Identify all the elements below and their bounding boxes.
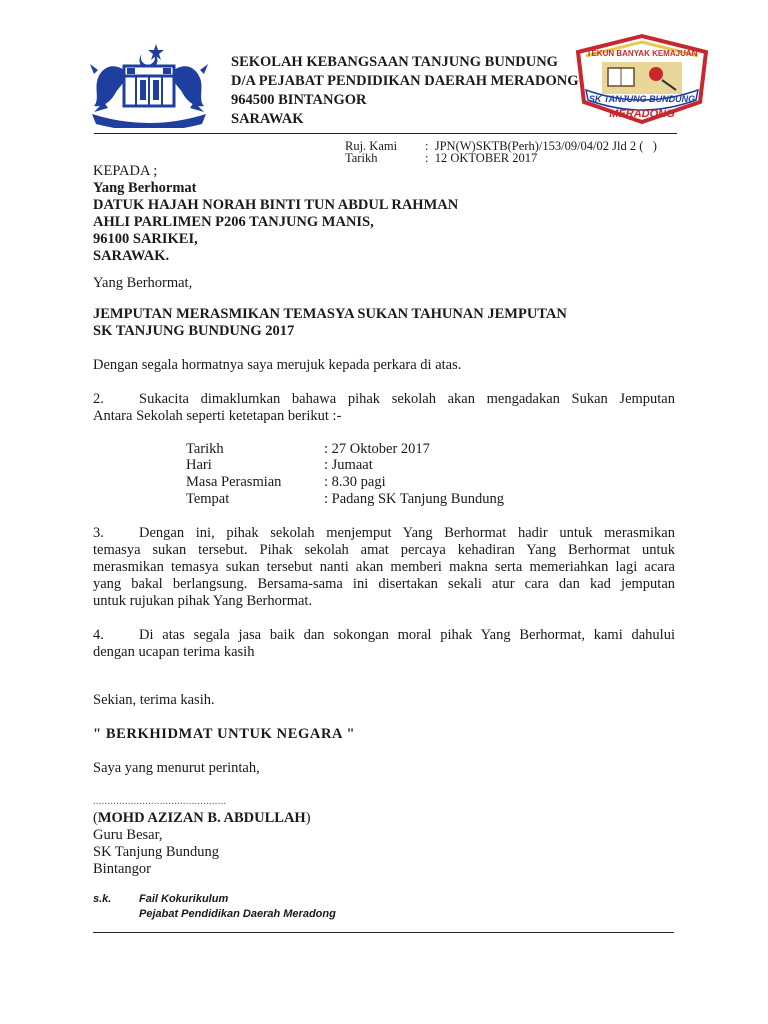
letterhead-line-1: SEKOLAH KEBANGSAAN TANJUNG BUNDUNG	[231, 54, 558, 70]
p2-line-1: Sukacita dimaklumkan bahawa pihak sekolah akan mengadakan Sukan Jemputan	[139, 391, 675, 407]
school-badge-logo	[572, 32, 712, 126]
badge-bottom-text: MERADONG	[609, 108, 675, 120]
sekian-line: Sekian, terima kasih.	[93, 692, 215, 708]
closing-phrase: Saya yang menurut perintah,	[93, 760, 260, 776]
intro-paragraph: Dengan segala hormatnya saya merujuk kepada perkara di atas.	[93, 357, 462, 373]
subject-line-2: SK TANJUNG BUNDUNG 2017	[93, 323, 295, 339]
malaysia-coat-of-arms-logo	[84, 40, 214, 128]
letterhead-divider	[94, 133, 677, 134]
detail-label: Tempat	[186, 491, 230, 507]
recipient-honorific: Yang Berhormat	[93, 180, 197, 196]
detail-value: : 8.30 pagi	[324, 474, 386, 490]
p4-number: 4.	[93, 627, 104, 643]
signer-name: MOHD AZIZAN B. ABDULLAH	[97, 810, 306, 826]
ref-label: Ruj. Kami	[345, 139, 398, 153]
signer-open-paren: (	[93, 810, 98, 826]
signature-dots: ..............................................	[93, 796, 227, 807]
letterhead-line-3: 964500 BINTANGOR	[231, 92, 367, 108]
badge-top-text: TEKUN BANYAK KEMAJUAN	[586, 49, 698, 58]
cc-item-1: Fail Kokurikulum	[139, 893, 229, 905]
footer-divider	[93, 932, 674, 933]
detail-label: Hari	[186, 457, 212, 473]
p3-line-4: yang bakal berlangsung. Bersama-sama ini disertakan sekali atur cara dan kad jemputan	[93, 576, 675, 592]
kepada-label: KEPADA ;	[93, 163, 158, 179]
detail-label: Tarikh	[186, 441, 224, 457]
p2-number: 2.	[93, 391, 104, 407]
motto: " BERKHIDMAT UNTUK NEGARA "	[93, 726, 356, 742]
p3-number: 3.	[93, 525, 104, 541]
detail-value: : Padang SK Tanjung Bundung	[324, 491, 504, 507]
p3-line-5: untuk rujukan pihak Yang Berhormat.	[93, 593, 313, 609]
signer-town: Bintangor	[93, 861, 151, 877]
letterhead-line-2: D/A PEJABAT PENDIDIKAN DAERAH MERADONG	[231, 73, 579, 89]
letterhead-line-4: SARAWAK	[231, 111, 304, 127]
signer-close-paren: )	[305, 810, 311, 826]
ref-value: : JPN(W)SKTB(Perh)/153/09/04/02 Jld 2 ( )	[425, 139, 657, 153]
date-label: Tarikh	[345, 151, 378, 165]
recipient-block	[93, 163, 458, 265]
p3-line-1: Dengan ini, pihak sekolah menjemput Yang Berhormat hadir untuk merasmikan	[139, 525, 675, 541]
p2-line-2: Antara Sekolah seperti ketetapan berikut :-	[93, 408, 342, 424]
recipient-name: DATUK HAJAH NORAH BINTI TUN ABDUL RAHMAN	[93, 197, 459, 213]
subject	[93, 306, 567, 340]
detail-value: : 27 Oktober 2017	[324, 441, 430, 457]
p3-line-3: merasmikan temasya sukan tersebut nanti akan memberi makna serta memeriahkan lagi acara	[93, 559, 675, 575]
signer-school: SK Tanjung Bundung	[93, 844, 220, 860]
p4-line-2: dengan ucapan terima kasih	[93, 644, 255, 660]
cc-item-2: Pejabat Pendidikan Daerah Meradong	[139, 908, 336, 920]
recipient-address-1: AHLI PARLIMEN P206 TANJUNG MANIS,	[93, 214, 374, 230]
recipient-address-3: SARAWAK.	[93, 248, 170, 264]
signer-name-line	[93, 810, 311, 827]
salutation: Yang Berhormat,	[93, 275, 193, 291]
date-value: : 12 OKTOBER 2017	[425, 151, 538, 165]
detail-label: Masa Perasmian	[186, 474, 282, 490]
signer-title: Guru Besar,	[93, 827, 163, 843]
recipient-address-2: 96100 SARIKEI,	[93, 231, 198, 247]
p3-line-2: temasya sukan tersebut. Pihak sekolah amat percaya kehadiran Yang Berhormat untuk	[93, 542, 675, 558]
badge-ribbon-text: SK TANJUNG BUNDUNG	[588, 94, 696, 104]
p4-line-1: Di atas segala jasa baik dan sokongan moral pihak Yang Berhormat, kami dahului	[139, 627, 675, 643]
subject-line-1: JEMPUTAN MERASMIKAN TEMASYA SUKAN TAHUNAN JEMPUTAN	[93, 306, 567, 322]
cc-label: s.k.	[93, 893, 112, 905]
detail-value: : Jumaat	[324, 457, 373, 473]
signer-details	[93, 827, 219, 878]
